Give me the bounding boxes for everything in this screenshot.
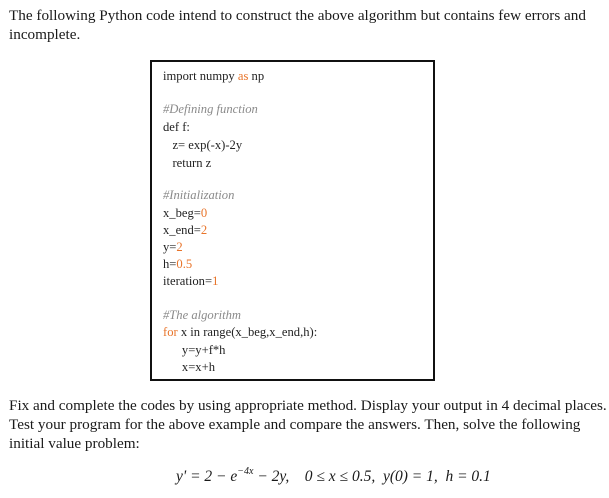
comment-initialization: #Initialization xyxy=(163,188,235,202)
code-h-line xyxy=(163,257,192,272)
comment-defining-function: #Defining function xyxy=(163,102,258,116)
h-value: 0.5 xyxy=(176,257,193,271)
as-keyword: as xyxy=(237,69,249,83)
iteration-name: iteration= xyxy=(163,274,213,288)
equation-lhs: y' = 2 − e xyxy=(176,468,238,485)
instructions-paragraph: Fix and complete the codes by using appropriate method. Display your output in 4 decimal places. Test your program for the above example and compare the answers. Then, solve the following initial value problem: xyxy=(9,397,607,452)
h-name: h= xyxy=(163,257,177,271)
code-for-line xyxy=(163,325,317,340)
xbeg-name: x_beg= xyxy=(163,206,201,220)
for-keyword: for xyxy=(163,325,178,339)
code-xend-line xyxy=(163,223,207,238)
code-yupdate-line: y=y+f*h xyxy=(163,343,226,357)
import-module: numpy xyxy=(196,69,238,83)
ivp-equation xyxy=(176,466,491,486)
code-return-line: return z xyxy=(163,156,212,170)
xend-name: x_end= xyxy=(163,223,201,237)
code-def-line: def f: xyxy=(163,120,190,134)
code-z-line: z= exp(-x)-2y xyxy=(163,138,243,152)
equation-exponent: −4x xyxy=(237,466,254,477)
xend-value: 2 xyxy=(200,223,208,237)
import-alias: np xyxy=(248,69,265,83)
import-keyword: import xyxy=(163,69,197,83)
iteration-value: 1 xyxy=(212,274,219,288)
code-block xyxy=(150,60,435,381)
code-iteration-line xyxy=(163,274,218,289)
y-name: y= xyxy=(163,240,177,254)
intro-paragraph: The following Python code intend to construct the above algorithm but contains few errors and incomplete. xyxy=(9,7,586,43)
equation-rest: − 2y, 0 ≤ x ≤ 0.5, y(0) = 1, h = 0.1 xyxy=(253,468,491,485)
for-rest: x in range(x_beg,x_end,h): xyxy=(177,325,318,339)
code-y-line xyxy=(163,240,183,255)
code-xbeg-line xyxy=(163,206,207,221)
y-value: 2 xyxy=(176,240,183,254)
code-import-line xyxy=(163,69,264,84)
code-xupdate-line: x=x+h xyxy=(163,360,215,374)
xbeg-value: 0 xyxy=(200,206,208,220)
comment-algorithm: #The algorithm xyxy=(163,308,242,322)
